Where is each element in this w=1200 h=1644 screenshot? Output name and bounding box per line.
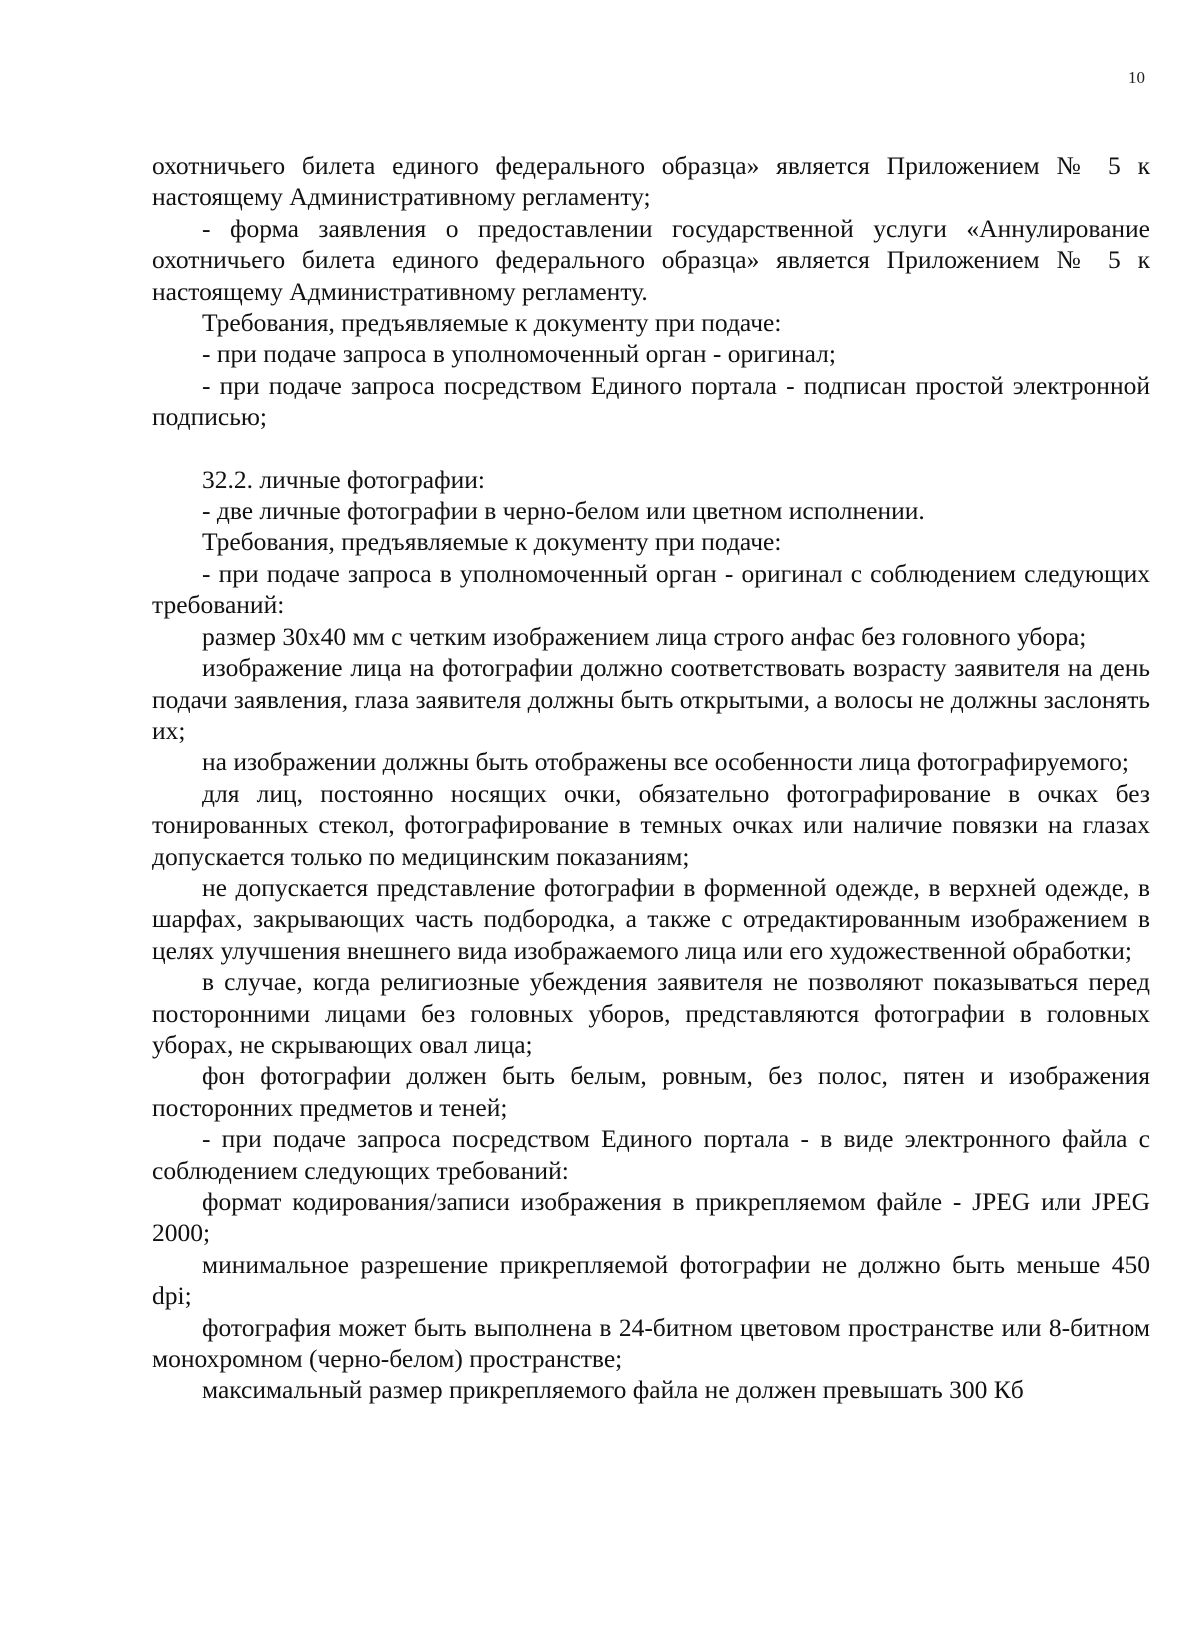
paragraph: Требования, предъявляемые к документу при подаче: (202, 527, 782, 557)
paragraph: формат кодирования/записи изображения в прикрепляемом файле - JPEG или JPEG 2000; (152, 1187, 1150, 1248)
paragraph-spacer (152, 433, 1150, 464)
paragraph: - при подаче запроса посредством Единого портала - подписан простой электронной подписью; (152, 370, 1150, 432)
paragraph: в случае, когда религиозные убеждения заявителя не позволяют показываться перед посторонними лицами без головных уборов, представляются фотографии в головных уборах, не скрывающих овал лица; (152, 967, 1150, 1059)
paragraph: минимальное разрешение прикрепляемой фотографии не должно быть меньше 450 dpi; (152, 1249, 1150, 1311)
paragraph: Требования, предъявляемые к документу при подаче: (202, 308, 782, 338)
paragraph: фотография может быть выполнена в 24-битном цветовом пространстве или 8-битном монохромном (черно-белом) пространстве; (152, 1312, 1150, 1374)
paragraph: размер 30х40 мм с четким изображением лица строго анфас без головного убора; (202, 621, 1087, 651)
paragraph: для лиц, постоянно носящих очки, обязательно фотографирование в очках без тонированных стекол, фотографирование в темных очках или наличие повязки на глазах допускается только по медицинским показаниям; (152, 778, 1150, 871)
paragraph: - две личные фотографии в черно-белом или цветном исполнении. (202, 496, 925, 526)
page-number: 10 (1128, 68, 1145, 87)
paragraph: фон фотографии должен быть белым, ровным, без полос, пятен и изображения посторонних предметов и теней; (152, 1061, 1150, 1122)
paragraph: охотничьего билета единого федерального образца» является Приложением № 5 к настоящему Административному регламенту; (152, 151, 1150, 212)
paragraph: изображение лица на фотографии должно соответствовать возрасту заявителя на день подачи заявления, глаза заявителя должны быть открытыми, а волосы не должны заслонять их; (152, 653, 1150, 745)
paragraph: - при подаче запроса в уполномоченный орган - оригинал; (202, 339, 836, 369)
section-heading: 32.2. личные фотографии: (202, 464, 485, 494)
paragraph: - при подаче запроса посредством Единого портала - в виде электронного файла с соблюдением следующих требований: (152, 1124, 1150, 1185)
paragraph: максимальный размер прикрепляемого файла не должен превышать 300 Кб (202, 1375, 1024, 1405)
document-body (152, 150, 1150, 1406)
paragraph: на изображении должны быть отображены все особенности лица фотографируемого; (202, 747, 1129, 777)
paragraph: не допускается представление фотографии в форменной одежде, в верхней одежде, в шарфах, закрывающих часть подбородка, а также с отредактированным изображением в целях улучшения внешнего вида изображаемого лица или его художественной обработки; (152, 872, 1150, 965)
paragraph: - форма заявления о предоставлении государственной услуги «Аннулирование охотничьего билета единого федерального образца» является Приложением № 5 к настоящему Административному регламенту. (152, 213, 1150, 306)
paragraph: - при подаче запроса в уполномоченный орган - оригинал с соблюдением следующих требований: (152, 558, 1150, 620)
